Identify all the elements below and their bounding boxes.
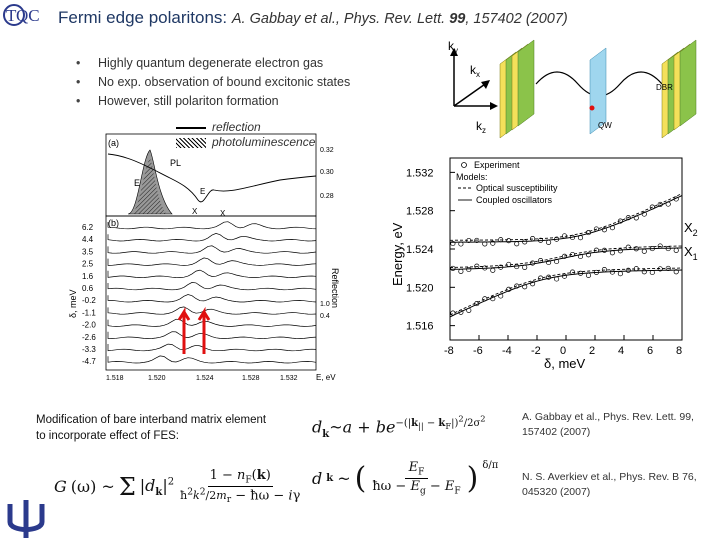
reflection-axis-label: Reflection	[330, 268, 340, 309]
tick-a-2: 0.28	[320, 193, 334, 200]
x-tick-3: 1.528	[242, 375, 260, 382]
delta-label: -2.0	[82, 320, 96, 330]
experiment-point	[602, 267, 606, 271]
kx-label: $k_x$	[470, 63, 480, 79]
experiment-point	[658, 244, 662, 248]
y-tick-label: 1.532	[406, 167, 434, 180]
delta-label: -0.2	[82, 296, 96, 306]
y-tick-label: 1.520	[406, 282, 434, 295]
tick-b-0: 1.0	[320, 301, 330, 308]
x2-label: X	[220, 209, 226, 218]
tick-b-1: 0.4	[320, 313, 330, 320]
university-logo	[4, 500, 48, 538]
panel-a-label: (a)	[108, 138, 119, 148]
greens-function-equation: G (ω) ~ Σ $|d_k|^2$ $1 - n_F(k)$ $ħ^2k^2/2m_r$ − ħω − iγ	[54, 468, 301, 506]
x-tick-1: 1.520	[148, 375, 166, 382]
x-tick-2: 1.524	[196, 375, 214, 382]
energy-detuning-plot	[386, 148, 716, 372]
x-tick-label: 2	[589, 345, 596, 357]
ky-label: $k_y$	[448, 39, 458, 55]
tick-a-0: 0.32	[320, 147, 334, 154]
experiment-point	[467, 267, 471, 271]
title-text: Fermi edge polaritons:	[58, 8, 228, 27]
experiment-point	[491, 268, 495, 272]
spectra-figure	[68, 128, 380, 390]
delta-labels	[82, 223, 96, 366]
spectrum-line	[108, 246, 316, 253]
experiment-point	[586, 273, 590, 277]
legend-models: Models:	[456, 172, 488, 182]
bullet-item: • Highly quantum degenerate electron gas	[72, 54, 350, 73]
y-tick-label: 1.524	[406, 244, 434, 256]
x-tick-label: 6	[647, 345, 654, 357]
y-tick-label: 1.528	[406, 205, 434, 218]
experiment-point	[459, 269, 463, 273]
experiment-point	[530, 236, 534, 240]
experiment-point	[674, 248, 678, 252]
experiment-point	[451, 311, 455, 315]
tick-a-1: 0.30	[320, 169, 334, 176]
experiment-point	[578, 236, 582, 240]
experiment-point	[507, 239, 511, 243]
x2-branch-label: $X_2$	[684, 220, 698, 238]
x-tick-label: 4	[618, 345, 625, 357]
delta-label: -4.7	[82, 357, 96, 367]
experiment-point	[642, 249, 646, 253]
legend-optical: Optical susceptibility	[476, 183, 558, 193]
spectrum-line	[108, 258, 316, 266]
pl-label: PL	[170, 158, 182, 168]
spectrum-line	[108, 332, 316, 339]
tqc-logo	[2, 2, 44, 28]
title-citation: A. Gabbay et al., Phys. Rev. Lett. 99, 157402 (2007)	[231, 11, 568, 27]
legend-photoluminescence: photoluminescence	[212, 135, 316, 149]
experiment-point	[554, 277, 558, 281]
x-tick-label: -2	[531, 345, 541, 357]
left-dbr	[500, 40, 534, 138]
reference-1: A. Gabbay et al., Phys. Rev. Lett. 99, 157402 (2007)	[522, 411, 694, 438]
x-tick-4: 1.532	[280, 375, 298, 382]
delta-label: 0.6	[82, 284, 94, 293]
spectrum-line	[108, 356, 316, 363]
x-axis-label: E, eV	[316, 373, 336, 382]
experiment-point	[515, 242, 519, 246]
bullet-list	[72, 54, 350, 111]
panel-b-label: (b)	[108, 218, 119, 228]
x-tick-0: 1.518	[106, 375, 124, 382]
experiment-point	[451, 266, 455, 270]
experiment-point	[610, 251, 614, 255]
bullet-item: • No exp. observation of bound excitonic states	[72, 73, 350, 92]
experiment-point	[666, 202, 670, 206]
experiment-point	[602, 248, 606, 252]
dbr-label: DBR	[656, 83, 673, 92]
svg-text:T: T	[6, 6, 17, 25]
spectrum-line	[108, 233, 316, 241]
spectrum-line	[108, 307, 316, 314]
spectrum-line	[108, 344, 316, 351]
delta-label: 3.5	[82, 247, 94, 257]
qw-label: QW	[598, 121, 612, 130]
spectrum-line	[108, 295, 316, 303]
delta-label: -3.3	[82, 345, 96, 354]
energy-axis-label: Energy, eV	[390, 222, 405, 286]
x-tick-label: -8	[444, 345, 454, 357]
experiment-point	[523, 240, 527, 244]
x-tick-label: -4	[502, 345, 512, 357]
x1-label: X	[192, 207, 198, 216]
slide-title	[58, 8, 568, 28]
delta-label: -1.1	[82, 308, 96, 318]
x1-branch-label: $X_1$	[684, 244, 698, 262]
coupled-oscillator-curve	[450, 248, 682, 270]
delta-label: 6.2	[82, 223, 94, 232]
delta-label: 1.6	[82, 271, 94, 281]
delta-label: -2.6	[82, 332, 96, 342]
delta-axis-label: δ, meV	[68, 289, 78, 318]
legend-experiment: Experiment	[474, 160, 520, 170]
red-arrow-1	[179, 312, 189, 354]
matrix-element-equation-1: $d_k\sim a + be^{-(|k_{||} - k_F|)^2/2\sigma^2}$	[312, 414, 486, 440]
cavity-schematic	[440, 38, 712, 138]
detuning-axis-label: δ, meV	[544, 356, 586, 371]
modification-text: Modification of bare interband matrix element to incorporate effect of FES:	[36, 414, 267, 442]
experiment-point	[475, 264, 479, 268]
spectrum-line	[108, 282, 316, 289]
legend-reflection: reflection	[212, 120, 261, 134]
delta-label: 4.4	[82, 235, 94, 245]
experiment-point	[467, 308, 471, 312]
reference-2: N. S. Averkiev et al., Phys. Rev. B 76, 045320 (2007)	[522, 471, 697, 498]
bullet-item: • However, still polariton formation	[72, 92, 350, 111]
x-tick-label: 8	[676, 345, 683, 357]
experiment-point	[546, 240, 550, 244]
experiment-point	[483, 297, 487, 301]
legend-coupled: Coupled oscillators	[476, 195, 553, 205]
experiment-point	[523, 265, 527, 269]
spectrum-line	[108, 319, 316, 326]
spectra-lines	[108, 222, 316, 363]
e-label: E	[134, 178, 141, 188]
matrix-element-equation-2: d k ~ ( $E_F$ ħω − $E_g - E_F$ ) $^{\delta/\pi}$	[312, 460, 499, 497]
y-tick-label: 1.516	[406, 320, 434, 333]
spectrum-line	[108, 270, 316, 278]
experiment-point	[530, 261, 534, 265]
delta-label: 2.5	[82, 259, 94, 269]
experiment-point	[618, 249, 622, 253]
x-tick-label: 0	[560, 345, 567, 357]
spectrum-line	[108, 222, 316, 229]
svg-text:QC: QC	[16, 6, 40, 25]
coupled-oscillator-curve	[450, 270, 682, 317]
kz-label: $k_z$	[476, 119, 486, 135]
x-tick-label: -6	[473, 345, 483, 357]
experiment-point	[618, 272, 622, 276]
ef-label: E	[200, 187, 206, 196]
